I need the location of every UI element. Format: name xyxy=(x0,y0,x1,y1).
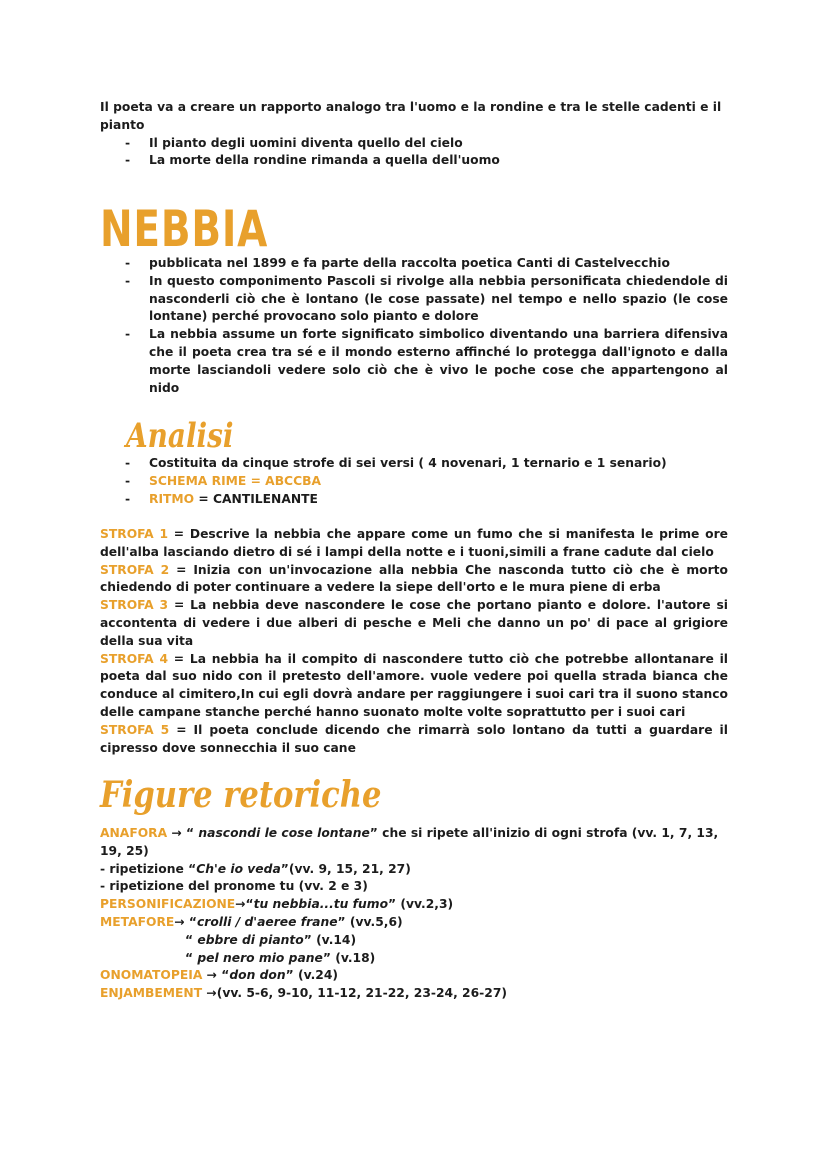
quote-open: “ xyxy=(245,897,254,912)
strofa-label: STROFA 1 xyxy=(100,527,168,541)
metafore-label: METAFORE xyxy=(100,914,175,929)
strofa-paragraph xyxy=(100,597,728,650)
schema-rime-value: ABCCBA xyxy=(265,473,322,488)
analisi-bullet xyxy=(100,491,728,509)
analisi-structure-text: Costituita da cinque strofe di sei versi ( 4 novenari, 1 ternario e 1 senario) xyxy=(149,456,667,470)
analisi-bullet xyxy=(100,473,728,491)
metafora-line xyxy=(100,932,728,950)
bullet-dash: - xyxy=(125,273,131,288)
ripetizione-pronome-line: - ripetizione del pronome tu (vv. 2 e 3) xyxy=(100,879,368,894)
strofa-text: Il poeta conclude dicendo che rimarrà solo lontano da tutti a guardare il cipresso dove sonnecchia il suo cane xyxy=(100,722,728,755)
nebbia-bullet-text: pubblicata nel 1899 e fa parte della raccolta poetica Canti di Castelvecchio xyxy=(149,256,670,270)
strofa-label: STROFA 4 xyxy=(100,651,169,666)
quote-open: “ xyxy=(184,914,197,929)
onomatopeia-quote: don don xyxy=(229,968,286,983)
metafora-rest: ” (v.18) xyxy=(322,950,376,965)
bullet-dash: - xyxy=(125,153,131,168)
personificazione-line xyxy=(100,896,728,914)
nebbia-bullet-text: La nebbia assume un forte significato simbolico diventando una barriera difensiva che il poeta crea tra sé e il mondo esterno affinché lo protegga dall'ignoto e dalla morte lasciandoli vedere solo ciò che è vivo le poche cose che appartengono al nido xyxy=(149,327,728,395)
onomatopeia-rest: ” (v.24) xyxy=(285,968,339,983)
strofa-label: STROFA 2 xyxy=(100,562,170,577)
strofa-text: Inizia con un'invocazione alla nebbia Che nasconda tutto ciò che è morto chiedendo di poter continuare a vedere la siepe dell'orto e le mura piene di erba xyxy=(100,562,728,595)
intro-bullet-text: La morte della rondine rimanda a quella dell'uomo xyxy=(149,153,500,168)
arrow-icon: → xyxy=(206,968,217,983)
ripetizione-line xyxy=(100,861,728,879)
anafora-quote: nascondi le cose lontane xyxy=(198,826,370,840)
equals-sign: = xyxy=(168,598,191,613)
metafora-rest: ” (v.14) xyxy=(303,932,357,947)
equals-sign: = xyxy=(168,651,190,666)
strofa-label: STROFA 3 xyxy=(100,598,169,613)
metafora-line xyxy=(100,950,728,968)
metafora-rest: ” (vv.5,6) xyxy=(337,914,403,929)
strofa-text: La nebbia ha il compito di nascondere tutto ciò che potrebbe allontanare il poeta dal suo nido con il pretesto dell'amore. vuole vedere poi quella strada bianca che conduce al cimitero,In cui egli dovrà andare per raggiungere i suoi cari tra il suono stanco delle campane stanche perché hanno suonato molte volte soprattutto per i suoi cari xyxy=(100,651,728,719)
ripetizione-rest: ”(vv. 9, 15, 21, 27) xyxy=(280,861,411,876)
intro-bullet xyxy=(100,135,740,153)
strofa-text: Descrive la nebbia che appare come un fumo che si manifesta le prime ore dell'alba lasciando dietro di sé i lampi della notte e i tuoni,simili a frane cadute dal cielo xyxy=(100,527,728,559)
nebbia-bullet-text: In questo componimento Pascoli si rivolge alla nebbia personificata chiedendole di nasconderli ciò che è lontano (le cose passate) nel tempo e nello spazio (le cose lontane) perché provocano solo pianto e dolore xyxy=(149,273,728,324)
ritmo-label: RITMO xyxy=(149,491,195,506)
personificazione-quote: tu nebbia...tu fumo xyxy=(253,897,389,912)
equals-sign: = xyxy=(169,722,194,737)
personificazione-label: PERSONIFICAZIONE xyxy=(100,897,236,912)
nebbia-bullet xyxy=(100,255,728,273)
bullet-dash: - xyxy=(125,456,131,470)
strofe-section xyxy=(100,526,728,757)
enjambement-label: ENJAMBEMENT xyxy=(100,986,203,1001)
arrow-icon: → xyxy=(171,826,182,840)
equals-sign: = xyxy=(168,527,190,541)
anafora-rest: ” che si ripete all'inizio di ogni strofa (vv. 1, 7, 13, 19, 25) xyxy=(100,826,719,858)
quote-open: “ xyxy=(216,968,230,983)
metafora-quote: pel nero mio pane xyxy=(197,950,323,965)
strofa-paragraph xyxy=(100,722,728,758)
analisi-section xyxy=(100,455,728,508)
nebbia-section xyxy=(100,255,728,397)
arrow-icon: → xyxy=(174,914,185,929)
ripetizione-quote: Ch'e io veda xyxy=(196,861,281,876)
intro-bullet-text: Il pianto degli uomini diventa quello del cielo xyxy=(149,135,463,150)
bullet-dash: - xyxy=(125,256,131,270)
analisi-bullet xyxy=(100,455,728,473)
metafora-quote: ebbre di pianto xyxy=(197,932,304,947)
bullet-dash: - xyxy=(125,473,131,488)
personificazione-rest: ” (vv.2,3) xyxy=(388,897,454,912)
metafora-quote: crolli / d'aeree frane xyxy=(197,914,338,929)
bullet-dash: - xyxy=(125,491,131,506)
strofa-paragraph xyxy=(100,526,728,562)
bullet-dash: - xyxy=(125,135,131,150)
nebbia-bullet xyxy=(100,326,728,397)
intro-section xyxy=(100,99,740,170)
anafora-line xyxy=(100,825,728,861)
quote-open: “ xyxy=(181,826,199,840)
strofa-text: La nebbia deve nascondere le cose che portano pianto e dolore. l'autore si accontenta di vedere i due alberi di pesche e Meli che danno un po' di pace al grigiore della sua vita xyxy=(100,598,728,648)
schema-rime-label: SCHEMA RIME xyxy=(149,473,247,488)
bullet-dash: - xyxy=(125,327,131,342)
quote-open: “ xyxy=(185,950,198,965)
enjambement-line xyxy=(100,985,728,1003)
equals-sign: = xyxy=(246,473,266,488)
strofa-paragraph xyxy=(100,651,728,722)
strofa-paragraph xyxy=(100,562,728,598)
onomatopeia-label: ONOMATOPEIA xyxy=(100,968,203,983)
anafora-label: ANAFORA xyxy=(100,826,168,840)
intro-line: Il poeta va a creare un rapporto analogo tra l'uomo e la rondine e tra le stelle cadenti e il pianto xyxy=(100,100,722,132)
strofa-label: STROFA 5 xyxy=(100,722,170,737)
equals-sign: = xyxy=(194,491,213,506)
figure-section xyxy=(100,825,728,1003)
intro-bullet xyxy=(100,152,740,170)
metafore-line xyxy=(100,914,728,932)
analisi-heading: Analisi xyxy=(126,416,234,456)
arrow-icon: → xyxy=(235,897,246,912)
nebbia-bullet xyxy=(100,273,728,326)
figure-retoriche-heading: Figure retoriche xyxy=(100,774,382,816)
ritmo-value: CANTILENANTE xyxy=(213,491,318,506)
onomatopeia-line xyxy=(100,967,728,985)
nebbia-heading: NEBBIA xyxy=(100,200,269,258)
ripetizione-pre: - ripetizione “ xyxy=(100,861,197,876)
quote-open: “ xyxy=(185,932,198,947)
enjambement-rest: (vv. 5-6, 9-10, 11-12, 21-22, 23-24, 26-27) xyxy=(216,986,508,1001)
arrow-icon: → xyxy=(206,986,217,1001)
equals-sign: = xyxy=(169,562,194,577)
